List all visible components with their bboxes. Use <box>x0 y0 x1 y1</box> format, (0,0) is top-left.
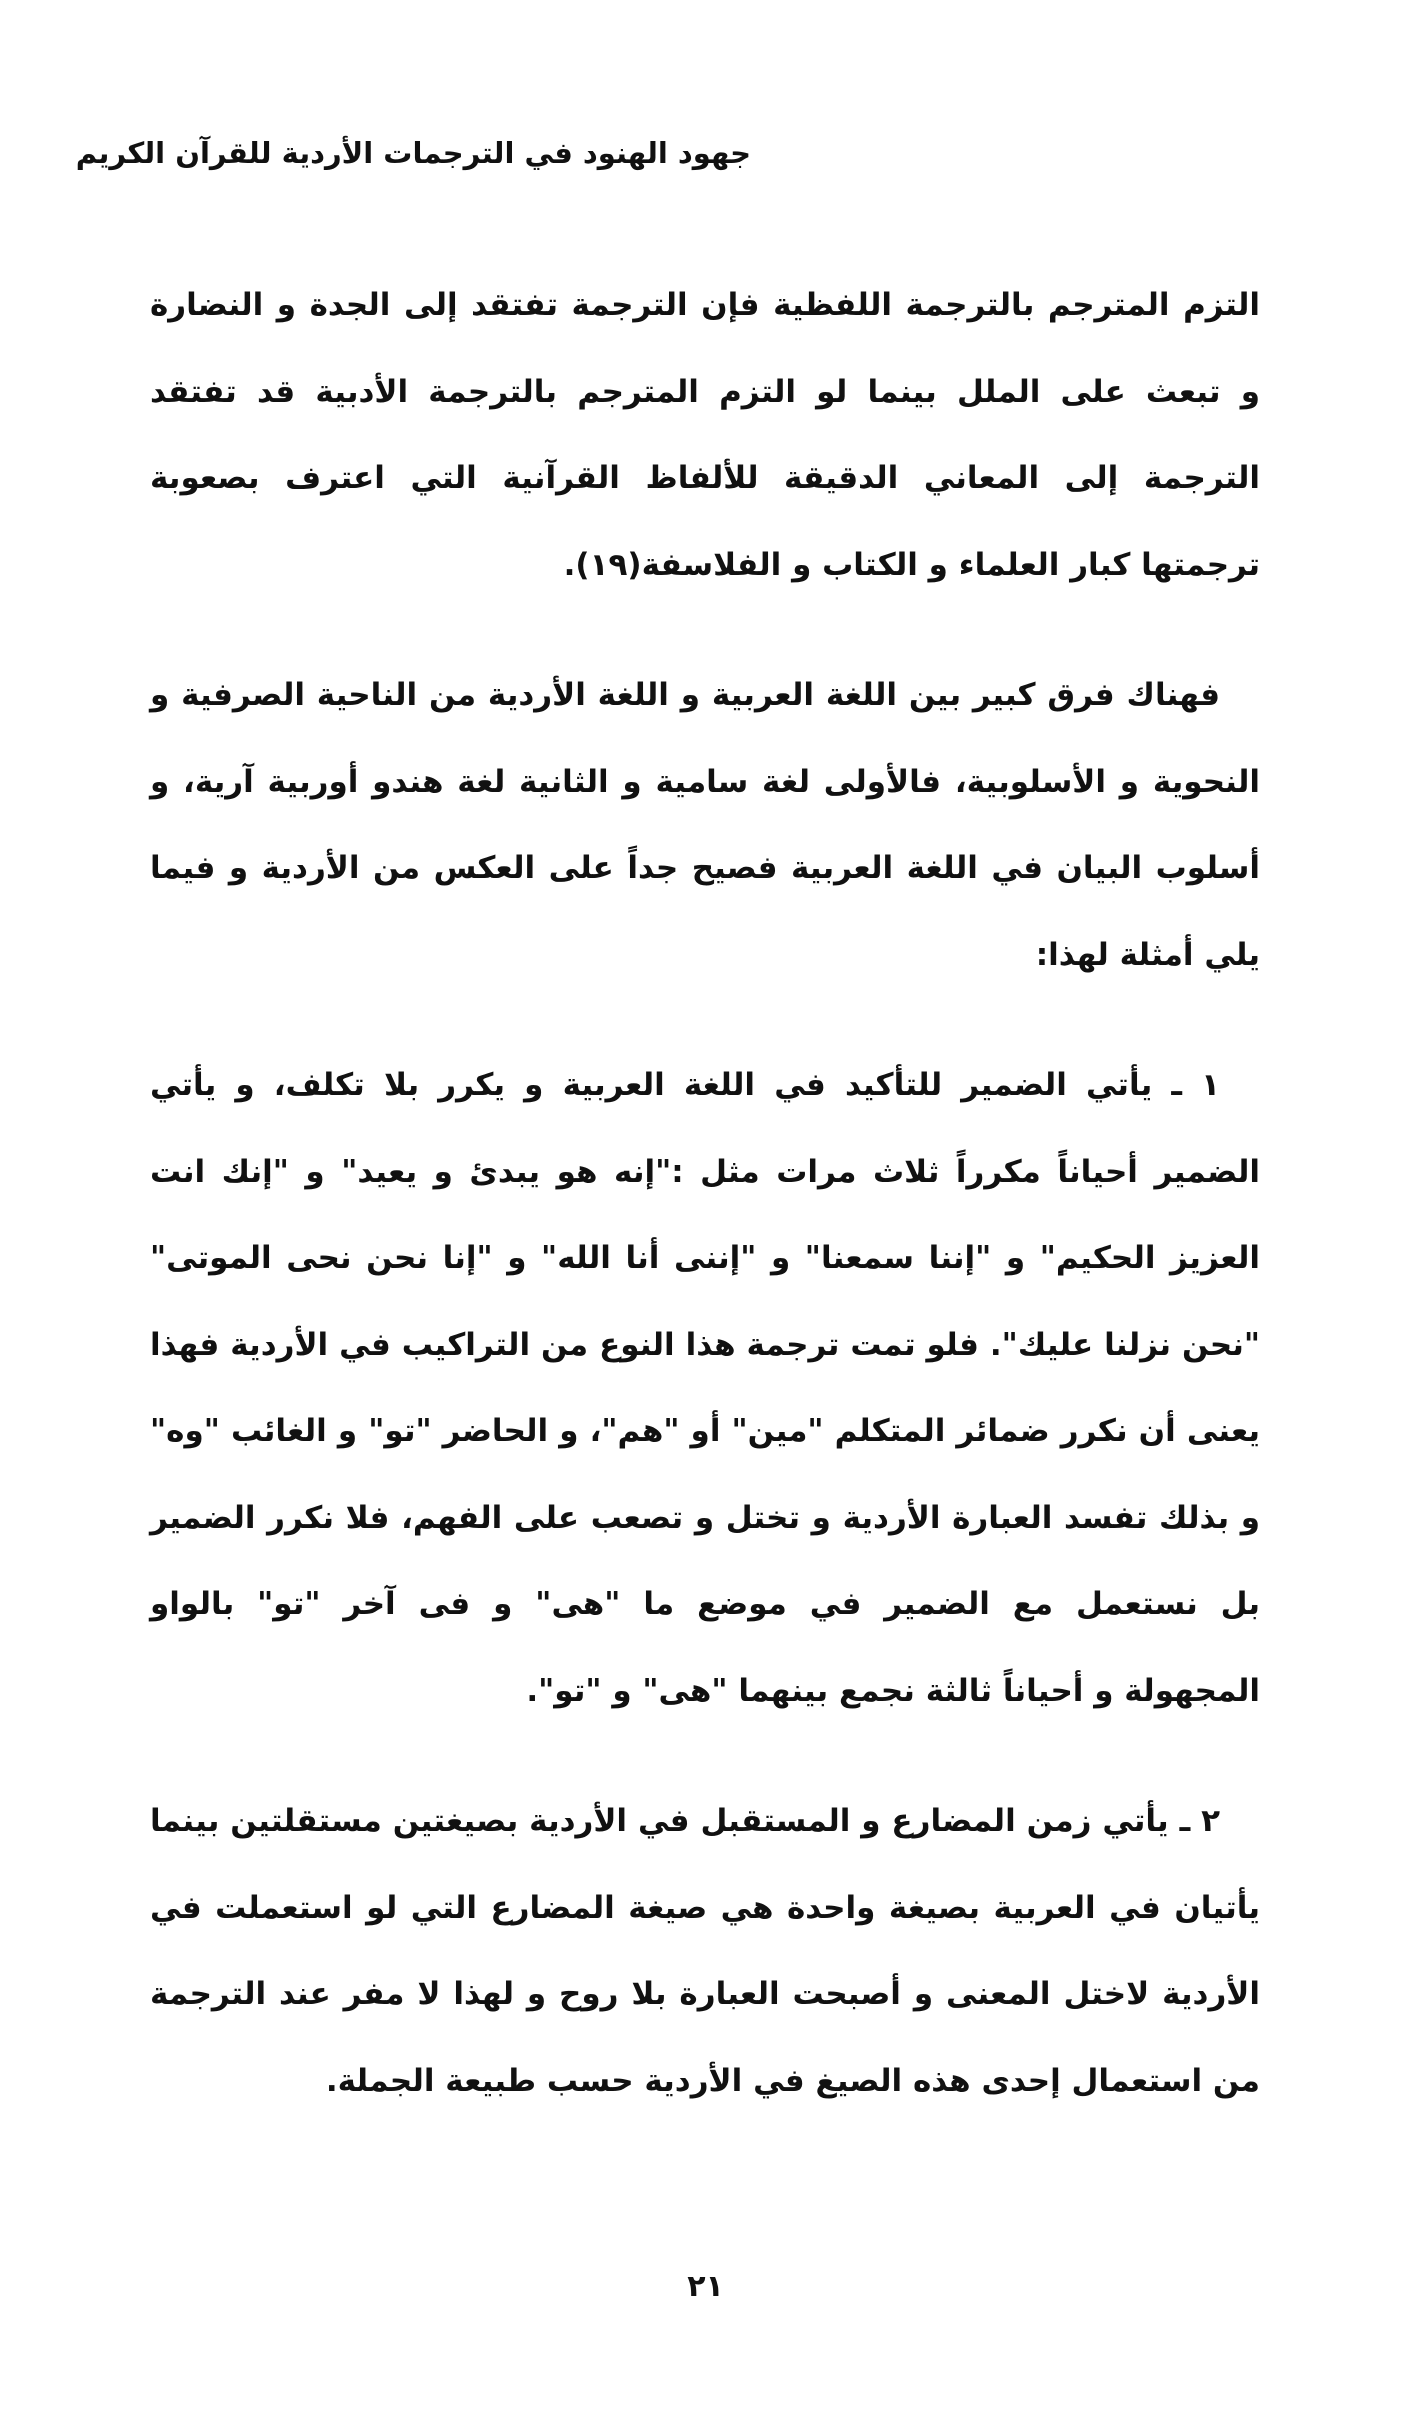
body-text <box>150 262 1260 2124</box>
page-number: ٢١ <box>687 2269 724 2304</box>
running-header: جهود الهنود في الترجمات الأردية للقرآن الكريم <box>75 136 751 170</box>
paragraph-translation-fidelity: التزم المترجم بالترجمة اللفظية فإن الترجمة تفتقد إلى الجدة و النضارة و تبعث على الملل بينما لو التزم المترجم بالترجمة الأدبية قد تفتقد الترجمة إلى المعاني الدقيقة للألفاظ القرآنية التي اعترف بصعوبة ترجمتها كبار العلماء و الكتاب و الفلاسفة(١٩). <box>150 287 1260 583</box>
paragraph-language-differences: فهناك فرق كبير بين اللغة العربية و اللغة الأردية من الناحية الصرفية و النحوية و الأسلوبية، فالأولى لغة سامية و الثانية لغة هندو أوربية آرية، و أسلوب البيان في اللغة العربية فصيح جداً على العكس من الأردية و فيما يلي أمثلة لهذا: <box>150 677 1260 973</box>
paragraph-example-pronoun: ١ ـ يأتي الضمير للتأكيد في اللغة العربية و يكرر بلا تكلف، و يأتي الضمير أحياناً مكرراً ثلاث مرات مثل :"إنه هو يبدئ و يعيد" و "إنك انت العزيز الحكيم" و "إننا سمعنا" و "إننى أنا الله" و "إنا نحن نحى الموتى" "نحن نزلنا عليك". فلو تمت ترجمة هذا النوع من التراكيب في الأردية فهذا يعنى أن نكرر ضمائر المتكلم "مين" أو "هم"، و الحاضر "تو" و الغائب "وه" و بذلك تفسد العبارة الأردية و تختل و تصعب على الفهم، فلا نكرر الضمير بل نستعمل مع الضمير في موضع ما "هى" و فى آخر "تو" بالواو المجهولة و أحياناً ثالثة نجمع بينهما "هى" و "تو". <box>150 1067 1260 1709</box>
paragraph-example-tense: ٢ ـ يأتي زمن المضارع و المستقبل في الأردية بصيغتين مستقلتين بينما يأتيان في العربية بصيغة واحدة هي صيغة المضارع التي لو استعملت في الأردية لاختل المعنى و أصبحت العبارة بلا روح و لهذا لا مفر عند الترجمة من استعمال إحدى هذه الصيغ في الأردية حسب طبيعة الجملة. <box>150 1803 1260 2099</box>
